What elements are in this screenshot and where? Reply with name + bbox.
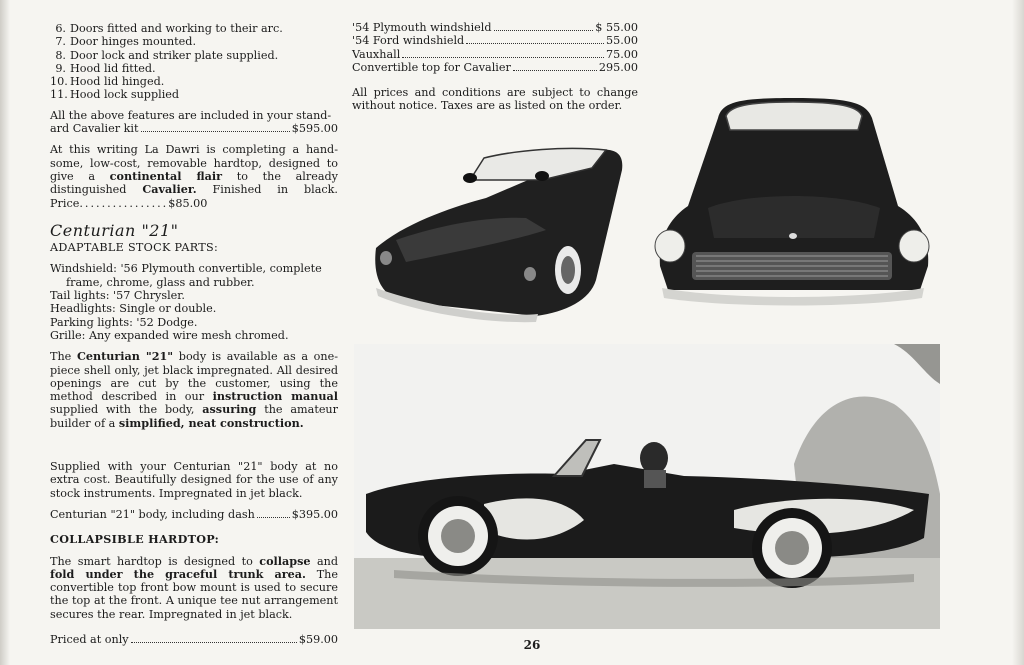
- price-row: Convertible top for Cavalier 295.00: [352, 60, 638, 74]
- centurian-heading: Centurian "21": [50, 220, 179, 240]
- left-text-column: [50, 22, 338, 654]
- list-item: Parking lights: '52 Dodge.: [50, 315, 198, 329]
- collapsible-paragraph: The smart hardtop is designed to collapse and fold under the graceful trunk area. The convertible top front bow mount is used to secure the top at the front. A unique tee nut arrangement secures the rear. Impregnated in jet black.: [50, 553, 338, 621]
- page-number: 26: [523, 638, 541, 652]
- car-side-photo: [354, 344, 940, 629]
- adaptable-heading: ADAPTABLE STOCK PARTS:: [50, 241, 219, 255]
- list-item: 11. Hood lock supplied: [50, 88, 180, 102]
- list-item: 9. Hood lid fitted.: [55, 61, 156, 75]
- right-text-column: [352, 21, 638, 113]
- dash-paragraph: Supplied with your Centurian "21" body at no extra cost. Beautifully designed for the use of any stock instruments. Impregnated in jet black.: [50, 460, 338, 500]
- list-item: Headlights: Single or double.: [50, 302, 217, 316]
- body-price-line: Centurian "21" body, including dash $395.00: [50, 507, 338, 521]
- hardtop-price: $85.00: [168, 196, 208, 210]
- list-item: 10. Hood lid hinged.: [50, 75, 165, 89]
- collapsible-heading: COLLAPSIBLE HARDTOP:: [50, 532, 219, 547]
- list-item: 8. Door lock and striker plate supplied.: [55, 48, 279, 62]
- page-gutter-shadow: [0, 0, 10, 665]
- price-row: Vauxhall 75.00: [352, 47, 638, 61]
- car-front-photo: [648, 88, 938, 312]
- hardtop-paragraph: At this writing La Dawri is completing a hand-some, low-cost, removable hardtop, designed to give a continental flair to the already distinguished Cavalier. Finished in black. Price................$85.00: [50, 143, 338, 210]
- list-item: Windshield: '56 Plymouth convertible, complete: [50, 262, 322, 276]
- standard-kit-paragraph: All the above features are included in your stand- ard Cavalier kit $595.00: [50, 108, 338, 136]
- list-item: 6. Doors fitted and working to their arc.: [55, 22, 283, 35]
- car-rear-photo: [366, 140, 632, 324]
- priced-at-line: Priced at only $59.00: [50, 632, 338, 646]
- feature-list: [50, 22, 338, 102]
- price-notice: All prices and conditions are subject to change without notice. Taxes are as listed on the order.: [352, 86, 638, 113]
- list-item: Tail lights: '57 Chrysler.: [50, 289, 185, 303]
- body-price: $395.00: [291, 507, 338, 521]
- priced-at-price: $59.00: [298, 632, 338, 646]
- standard-kit-label: ard Cavalier kit: [50, 122, 139, 136]
- standard-kit-price: $595.00: [291, 122, 338, 136]
- price-row: '54 Plymouth windshield $ 55.00: [352, 21, 638, 34]
- list-item: Grille: Any expanded wire mesh chromed.: [50, 328, 289, 342]
- price-row: '54 Ford windshield 55.00: [352, 34, 638, 48]
- list-item: 7. Door hinges mounted.: [55, 35, 197, 49]
- page-edge-shadow: [1012, 0, 1024, 665]
- body-paragraph: The Centurian "21" body is available as a one-piece shell only, jet black impregnated. All desired openings are cut by the customer, using the method described in our instruction manual supplied with the body, assuring the amateur builder of a simplified, neat construction.: [50, 349, 338, 430]
- list-item: frame, chrome, glass and rubber.: [66, 275, 255, 289]
- stock-parts-list: [50, 262, 338, 342]
